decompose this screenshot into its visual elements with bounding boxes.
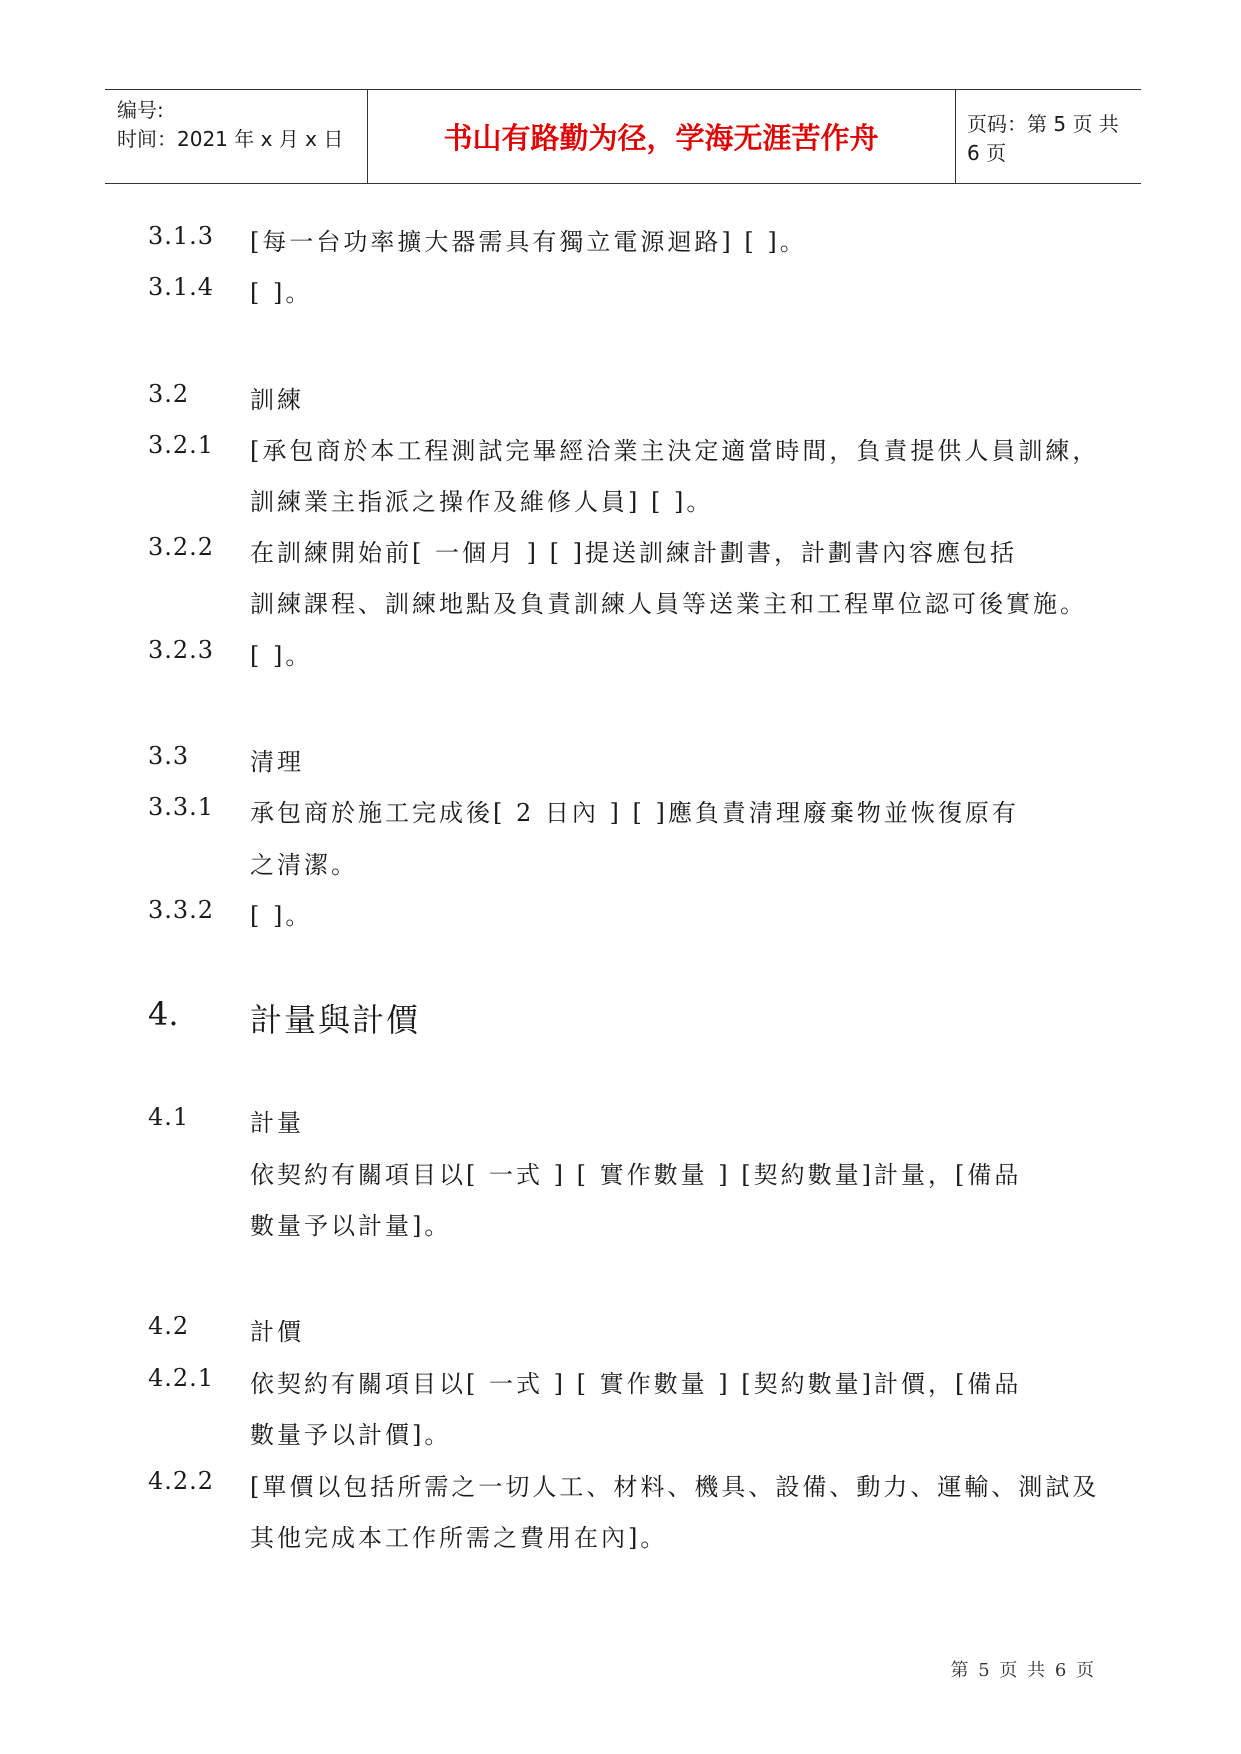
chapter-title: 計量與計價 [250,1001,421,1039]
clause-text: 承包商於施工完成後[ 2 日內 ] [ ]應負責清理廢棄物並恢復原有 [250,799,1019,827]
clause-text: 數量予以計量]。 [250,1212,452,1240]
section-title: 清理 [250,748,304,776]
page-header [105,89,1141,184]
doc-date: 时间：2021 年 x 月 x 日 [117,127,344,151]
clause-text: [承包商於本工程測試完畢經洽業主決定適當時間，負責提供人員訓練， [250,437,1100,465]
clause-text: 依契約有關項目以[ 一式 ] [ 實作數量 ] [契約數量]計量，[備品 [250,1161,1022,1189]
clause-text: [ ]。 [250,279,313,307]
clause-number: 3.1.3 [148,222,215,250]
section-title: 訓練 [250,386,304,414]
clause-text: [單價以包括所需之一切人工、材料、機具、設備、動力、運輸、測試及 [250,1473,1100,1501]
doc-number-label: 编号: [117,98,164,122]
clause-text: 訓練課程、訓練地點及負責訓練人員等送業主和工程單位認可後實施。 [250,590,1087,618]
section-title: 計量 [250,1109,304,1137]
section-number: 4.2 [148,1312,190,1340]
section-number: 3.2 [148,380,190,408]
clause-number: 3.2.3 [148,636,215,664]
clause-number: 4.2.1 [148,1364,215,1392]
header-motto: 书山有路勤为径，学海无涯苦作舟 [443,121,879,155]
clause-text: [每一台功率擴大器需具有獨立電源迴路] [ ]。 [250,228,807,256]
clause-text: 依契約有關項目以[ 一式 ] [ 實作數量 ] [契約數量]計價，[備品 [250,1370,1022,1398]
clause-text: [ ]。 [250,642,313,670]
chapter-number: 4. [148,995,179,1033]
clause-number: 3.2.1 [148,431,215,459]
section-number: 4.1 [148,1103,190,1131]
header-divider [955,90,956,183]
section-number: 3.3 [148,742,190,770]
clause-number: 3.1.4 [148,273,215,301]
page-footer: 第 5 页 共 6 页 [950,1660,1096,1681]
clause-text: [ ]。 [250,902,313,930]
clause-text: 訓練業主指派之操作及維修人員] [ ]。 [250,488,714,516]
clause-number: 3.2.2 [148,533,215,561]
clause-text: 之清潔。 [250,851,358,879]
clause-number: 3.3.1 [148,793,215,821]
clause-text: 數量予以計價]。 [250,1421,452,1449]
clause-text: 其他完成本工作所需之費用在內]。 [250,1524,668,1552]
section-title: 計價 [250,1318,304,1346]
clause-number: 3.3.2 [148,896,215,924]
header-page-code: 页码：第 5 页 共 6 页 [967,111,1119,165]
clause-text: 在訓練開始前[ 一個月 ] [ ]提送訓練計劃書，計劃書內容應包括 [250,539,1017,567]
clause-number: 4.2.2 [148,1467,215,1495]
